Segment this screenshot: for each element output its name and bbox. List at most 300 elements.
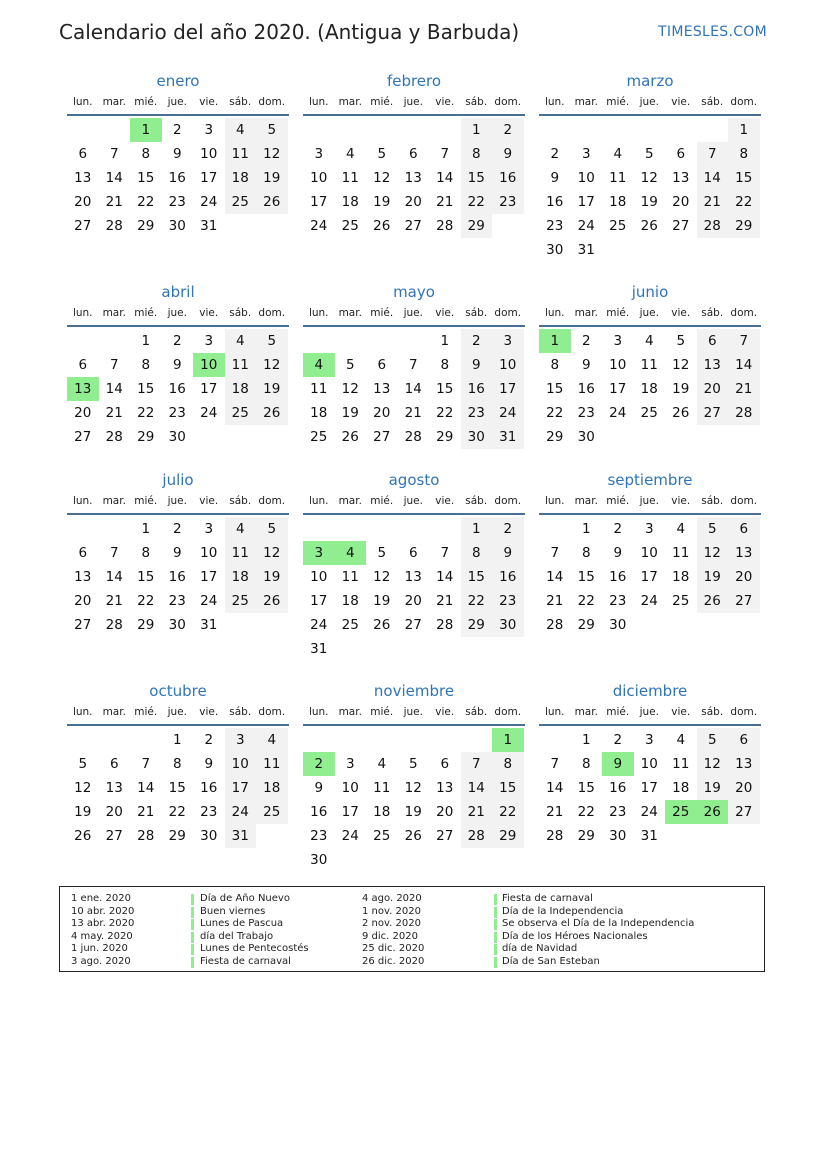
day-cell[interactable]: 11 bbox=[341, 170, 359, 186]
day-cell[interactable]: 7 bbox=[697, 142, 729, 166]
day-cell[interactable]: 2 bbox=[172, 333, 182, 349]
day-cell[interactable]: 15 bbox=[728, 166, 760, 190]
day-cell[interactable]: 14 bbox=[404, 381, 422, 397]
day-cell[interactable]: 6 bbox=[78, 357, 88, 373]
day-cell[interactable]: 3 bbox=[345, 756, 355, 772]
day-cell[interactable]: 11 bbox=[609, 170, 627, 186]
day-cell[interactable]: 3 bbox=[613, 333, 623, 349]
day-cell[interactable]: 27 bbox=[728, 589, 760, 613]
day-cell[interactable]: 20 bbox=[74, 593, 92, 609]
day-cell[interactable]: 14 bbox=[546, 780, 564, 796]
day-cell[interactable]: 6 bbox=[408, 545, 418, 561]
day-cell[interactable]: 17 bbox=[200, 381, 218, 397]
day-cell[interactable]: 15 bbox=[577, 780, 595, 796]
day-cell[interactable]: 11 bbox=[373, 780, 391, 796]
day-cell[interactable]: 10 bbox=[200, 146, 218, 162]
day-cell[interactable]: 5 bbox=[697, 517, 729, 541]
day-cell[interactable]: 13 bbox=[74, 569, 92, 585]
day-cell[interactable]: 16 bbox=[168, 381, 186, 397]
day-cell[interactable]: 10 bbox=[492, 353, 524, 377]
day-cell[interactable]: 2 bbox=[461, 329, 493, 353]
day-cell[interactable]: 26 bbox=[341, 429, 359, 445]
day-cell[interactable]: 5 bbox=[408, 756, 418, 772]
holiday-day-cell[interactable]: 26 bbox=[697, 800, 729, 824]
day-cell[interactable]: 8 bbox=[581, 545, 591, 561]
day-cell[interactable]: 5 bbox=[78, 756, 88, 772]
day-cell[interactable]: 21 bbox=[105, 593, 123, 609]
day-cell[interactable]: 20 bbox=[697, 377, 729, 401]
day-cell[interactable]: 21 bbox=[728, 377, 760, 401]
day-cell[interactable]: 21 bbox=[105, 405, 123, 421]
day-cell[interactable]: 1 bbox=[581, 521, 591, 537]
day-cell[interactable]: 11 bbox=[256, 752, 288, 776]
day-cell[interactable]: 26 bbox=[697, 589, 729, 613]
day-cell[interactable]: 16 bbox=[609, 569, 627, 585]
day-cell[interactable]: 12 bbox=[373, 170, 391, 186]
day-cell[interactable]: 30 bbox=[577, 429, 595, 445]
day-cell[interactable]: 31 bbox=[225, 824, 257, 848]
day-cell[interactable]: 15 bbox=[137, 381, 155, 397]
day-cell[interactable]: 1 bbox=[728, 118, 760, 142]
day-cell[interactable]: 10 bbox=[310, 569, 328, 585]
day-cell[interactable]: 11 bbox=[225, 142, 257, 166]
day-cell[interactable]: 7 bbox=[109, 545, 119, 561]
day-cell[interactable]: 12 bbox=[697, 541, 729, 565]
day-cell[interactable]: 15 bbox=[137, 569, 155, 585]
day-cell[interactable]: 12 bbox=[256, 541, 288, 565]
day-cell[interactable]: 20 bbox=[404, 194, 422, 210]
day-cell[interactable]: 8 bbox=[461, 541, 493, 565]
day-cell[interactable]: 24 bbox=[640, 804, 658, 820]
day-cell[interactable]: 20 bbox=[728, 776, 760, 800]
day-cell[interactable]: 19 bbox=[341, 405, 359, 421]
day-cell[interactable]: 9 bbox=[172, 357, 182, 373]
day-cell[interactable]: 8 bbox=[141, 146, 151, 162]
day-cell[interactable]: 3 bbox=[492, 329, 524, 353]
day-cell[interactable]: 30 bbox=[168, 218, 186, 234]
day-cell[interactable]: 16 bbox=[609, 780, 627, 796]
day-cell[interactable]: 24 bbox=[492, 401, 524, 425]
day-cell[interactable]: 16 bbox=[492, 565, 524, 589]
day-cell[interactable]: 23 bbox=[310, 828, 328, 844]
day-cell[interactable]: 2 bbox=[172, 521, 182, 537]
day-cell[interactable]: 29 bbox=[137, 218, 155, 234]
day-cell[interactable]: 22 bbox=[461, 190, 493, 214]
day-cell[interactable]: 6 bbox=[78, 146, 88, 162]
day-cell[interactable]: 16 bbox=[461, 377, 493, 401]
day-cell[interactable]: 3 bbox=[314, 146, 324, 162]
day-cell[interactable]: 9 bbox=[613, 545, 623, 561]
day-cell[interactable]: 23 bbox=[609, 804, 627, 820]
day-cell[interactable]: 1 bbox=[581, 732, 591, 748]
day-cell[interactable]: 9 bbox=[314, 780, 324, 796]
day-cell[interactable]: 7 bbox=[728, 329, 760, 353]
day-cell[interactable]: 19 bbox=[256, 166, 288, 190]
day-cell[interactable]: 12 bbox=[404, 780, 422, 796]
day-cell[interactable]: 13 bbox=[728, 541, 760, 565]
day-cell[interactable]: 1 bbox=[440, 333, 450, 349]
day-cell[interactable]: 16 bbox=[200, 780, 218, 796]
day-cell[interactable]: 12 bbox=[697, 752, 729, 776]
day-cell[interactable]: 24 bbox=[200, 405, 218, 421]
brand-logo-text[interactable]: TIMESLES.COM bbox=[658, 24, 767, 40]
day-cell[interactable]: 14 bbox=[436, 569, 454, 585]
day-cell[interactable]: 16 bbox=[168, 170, 186, 186]
day-cell[interactable]: 3 bbox=[644, 521, 654, 537]
day-cell[interactable]: 22 bbox=[577, 593, 595, 609]
day-cell[interactable]: 13 bbox=[105, 780, 123, 796]
day-cell[interactable]: 28 bbox=[105, 617, 123, 633]
day-cell[interactable]: 5 bbox=[345, 357, 355, 373]
day-cell[interactable]: 8 bbox=[141, 545, 151, 561]
day-cell[interactable]: 13 bbox=[74, 170, 92, 186]
day-cell[interactable]: 19 bbox=[697, 776, 729, 800]
day-cell[interactable]: 21 bbox=[461, 800, 493, 824]
day-cell[interactable]: 30 bbox=[461, 425, 493, 449]
day-cell[interactable]: 13 bbox=[672, 170, 690, 186]
day-cell[interactable]: 20 bbox=[436, 804, 454, 820]
day-cell[interactable]: 8 bbox=[172, 756, 182, 772]
day-cell[interactable]: 23 bbox=[546, 218, 564, 234]
day-cell[interactable]: 25 bbox=[609, 218, 627, 234]
day-cell[interactable]: 13 bbox=[404, 170, 422, 186]
day-cell[interactable]: 26 bbox=[373, 617, 391, 633]
day-cell[interactable]: 3 bbox=[225, 728, 257, 752]
day-cell[interactable]: 22 bbox=[168, 804, 186, 820]
day-cell[interactable]: 19 bbox=[74, 804, 92, 820]
day-cell[interactable]: 13 bbox=[436, 780, 454, 796]
day-cell[interactable]: 24 bbox=[200, 194, 218, 210]
day-cell[interactable]: 27 bbox=[404, 218, 422, 234]
day-cell[interactable]: 15 bbox=[168, 780, 186, 796]
day-cell[interactable]: 31 bbox=[492, 425, 524, 449]
day-cell[interactable]: 2 bbox=[613, 521, 623, 537]
day-cell[interactable]: 1 bbox=[141, 521, 151, 537]
day-cell[interactable]: 2 bbox=[581, 333, 591, 349]
day-cell[interactable]: 24 bbox=[310, 617, 328, 633]
day-cell[interactable]: 11 bbox=[672, 756, 690, 772]
day-cell[interactable]: 17 bbox=[310, 194, 328, 210]
day-cell[interactable]: 23 bbox=[168, 405, 186, 421]
day-cell[interactable]: 29 bbox=[492, 824, 524, 848]
holiday-day-cell[interactable]: 25 bbox=[665, 800, 697, 824]
day-cell[interactable]: 13 bbox=[728, 752, 760, 776]
day-cell[interactable]: 2 bbox=[204, 732, 214, 748]
day-cell[interactable]: 5 bbox=[256, 118, 288, 142]
day-cell[interactable]: 11 bbox=[225, 541, 257, 565]
day-cell[interactable]: 14 bbox=[105, 381, 123, 397]
day-cell[interactable]: 17 bbox=[609, 381, 627, 397]
day-cell[interactable]: 7 bbox=[408, 357, 418, 373]
day-cell[interactable]: 12 bbox=[672, 357, 690, 373]
day-cell[interactable]: 18 bbox=[256, 776, 288, 800]
day-cell[interactable]: 23 bbox=[168, 593, 186, 609]
day-cell[interactable]: 22 bbox=[577, 804, 595, 820]
day-cell[interactable]: 16 bbox=[546, 194, 564, 210]
day-cell[interactable]: 9 bbox=[461, 353, 493, 377]
day-cell[interactable]: 27 bbox=[404, 617, 422, 633]
day-cell[interactable]: 20 bbox=[404, 593, 422, 609]
holiday-day-cell[interactable]: 9 bbox=[602, 752, 634, 776]
day-cell[interactable]: 6 bbox=[78, 545, 88, 561]
day-cell[interactable]: 4 bbox=[613, 146, 623, 162]
day-cell[interactable]: 26 bbox=[256, 190, 288, 214]
day-cell[interactable]: 5 bbox=[676, 333, 686, 349]
day-cell[interactable]: 27 bbox=[105, 828, 123, 844]
day-cell[interactable]: 18 bbox=[341, 593, 359, 609]
day-cell[interactable]: 10 bbox=[341, 780, 359, 796]
day-cell[interactable]: 8 bbox=[550, 357, 560, 373]
day-cell[interactable]: 18 bbox=[609, 194, 627, 210]
day-cell[interactable]: 11 bbox=[640, 357, 658, 373]
day-cell[interactable]: 16 bbox=[577, 381, 595, 397]
day-cell[interactable]: 2 bbox=[492, 517, 524, 541]
day-cell[interactable]: 21 bbox=[404, 405, 422, 421]
day-cell[interactable]: 16 bbox=[492, 166, 524, 190]
holiday-day-cell[interactable]: 3 bbox=[303, 541, 335, 565]
day-cell[interactable]: 28 bbox=[697, 214, 729, 238]
day-cell[interactable]: 15 bbox=[461, 565, 493, 589]
day-cell[interactable]: 2 bbox=[492, 118, 524, 142]
day-cell[interactable]: 14 bbox=[697, 166, 729, 190]
day-cell[interactable]: 21 bbox=[436, 593, 454, 609]
holiday-day-cell[interactable]: 2 bbox=[303, 752, 335, 776]
day-cell[interactable]: 8 bbox=[728, 142, 760, 166]
day-cell[interactable]: 15 bbox=[577, 569, 595, 585]
day-cell[interactable]: 4 bbox=[377, 756, 387, 772]
day-cell[interactable]: 24 bbox=[341, 828, 359, 844]
day-cell[interactable]: 12 bbox=[341, 381, 359, 397]
day-cell[interactable]: 28 bbox=[461, 824, 493, 848]
day-cell[interactable]: 30 bbox=[310, 852, 328, 868]
day-cell[interactable]: 6 bbox=[697, 329, 729, 353]
day-cell[interactable]: 31 bbox=[310, 641, 328, 657]
day-cell[interactable]: 25 bbox=[225, 589, 257, 613]
day-cell[interactable]: 17 bbox=[200, 170, 218, 186]
day-cell[interactable]: 29 bbox=[546, 429, 564, 445]
day-cell[interactable]: 21 bbox=[436, 194, 454, 210]
day-cell[interactable]: 19 bbox=[697, 565, 729, 589]
holiday-day-cell[interactable]: 1 bbox=[492, 728, 524, 752]
day-cell[interactable]: 18 bbox=[225, 565, 257, 589]
holiday-day-cell[interactable]: 4 bbox=[303, 353, 335, 377]
day-cell[interactable]: 24 bbox=[225, 800, 257, 824]
day-cell[interactable]: 11 bbox=[310, 381, 328, 397]
day-cell[interactable]: 26 bbox=[74, 828, 92, 844]
day-cell[interactable]: 31 bbox=[577, 242, 595, 258]
day-cell[interactable]: 29 bbox=[577, 828, 595, 844]
day-cell[interactable]: 25 bbox=[341, 617, 359, 633]
day-cell[interactable]: 26 bbox=[256, 589, 288, 613]
day-cell[interactable]: 27 bbox=[436, 828, 454, 844]
day-cell[interactable]: 24 bbox=[577, 218, 595, 234]
day-cell[interactable]: 21 bbox=[546, 593, 564, 609]
day-cell[interactable]: 27 bbox=[74, 218, 92, 234]
day-cell[interactable]: 14 bbox=[436, 170, 454, 186]
day-cell[interactable]: 10 bbox=[640, 756, 658, 772]
day-cell[interactable]: 18 bbox=[640, 381, 658, 397]
day-cell[interactable]: 14 bbox=[461, 776, 493, 800]
day-cell[interactable]: 4 bbox=[225, 118, 257, 142]
day-cell[interactable]: 23 bbox=[609, 593, 627, 609]
day-cell[interactable]: 3 bbox=[644, 732, 654, 748]
day-cell[interactable]: 4 bbox=[256, 728, 288, 752]
day-cell[interactable]: 9 bbox=[492, 142, 524, 166]
day-cell[interactable]: 22 bbox=[436, 405, 454, 421]
day-cell[interactable]: 30 bbox=[168, 617, 186, 633]
day-cell[interactable]: 26 bbox=[672, 405, 690, 421]
day-cell[interactable]: 29 bbox=[461, 214, 493, 238]
day-cell[interactable]: 12 bbox=[640, 170, 658, 186]
day-cell[interactable]: 22 bbox=[461, 589, 493, 613]
day-cell[interactable]: 1 bbox=[461, 118, 493, 142]
day-cell[interactable]: 14 bbox=[105, 569, 123, 585]
day-cell[interactable]: 18 bbox=[225, 166, 257, 190]
day-cell[interactable]: 13 bbox=[404, 569, 422, 585]
day-cell[interactable]: 13 bbox=[373, 381, 391, 397]
day-cell[interactable]: 31 bbox=[640, 828, 658, 844]
day-cell[interactable]: 2 bbox=[172, 122, 182, 138]
day-cell[interactable]: 6 bbox=[676, 146, 686, 162]
day-cell[interactable]: 19 bbox=[256, 565, 288, 589]
day-cell[interactable]: 10 bbox=[310, 170, 328, 186]
day-cell[interactable]: 3 bbox=[204, 122, 214, 138]
day-cell[interactable]: 9 bbox=[492, 541, 524, 565]
day-cell[interactable]: 20 bbox=[74, 194, 92, 210]
day-cell[interactable]: 7 bbox=[550, 545, 560, 561]
day-cell[interactable]: 28 bbox=[105, 218, 123, 234]
day-cell[interactable]: 6 bbox=[109, 756, 119, 772]
day-cell[interactable]: 3 bbox=[204, 333, 214, 349]
day-cell[interactable]: 9 bbox=[204, 756, 214, 772]
day-cell[interactable]: 18 bbox=[672, 569, 690, 585]
day-cell[interactable]: 17 bbox=[200, 569, 218, 585]
day-cell[interactable]: 27 bbox=[74, 617, 92, 633]
day-cell[interactable]: 5 bbox=[256, 517, 288, 541]
day-cell[interactable]: 31 bbox=[200, 617, 218, 633]
day-cell[interactable]: 7 bbox=[109, 146, 119, 162]
day-cell[interactable]: 22 bbox=[546, 405, 564, 421]
day-cell[interactable]: 6 bbox=[440, 756, 450, 772]
day-cell[interactable]: 6 bbox=[728, 728, 760, 752]
day-cell[interactable]: 25 bbox=[225, 190, 257, 214]
day-cell[interactable]: 1 bbox=[141, 333, 151, 349]
day-cell[interactable]: 8 bbox=[492, 752, 524, 776]
day-cell[interactable]: 5 bbox=[377, 146, 387, 162]
day-cell[interactable]: 7 bbox=[440, 146, 450, 162]
day-cell[interactable]: 11 bbox=[341, 569, 359, 585]
day-cell[interactable]: 25 bbox=[640, 405, 658, 421]
day-cell[interactable]: 26 bbox=[640, 218, 658, 234]
day-cell[interactable]: 21 bbox=[137, 804, 155, 820]
day-cell[interactable]: 15 bbox=[461, 166, 493, 190]
day-cell[interactable]: 23 bbox=[577, 405, 595, 421]
day-cell[interactable]: 30 bbox=[168, 429, 186, 445]
day-cell[interactable]: 25 bbox=[310, 429, 328, 445]
day-cell[interactable]: 6 bbox=[728, 517, 760, 541]
day-cell[interactable]: 26 bbox=[373, 218, 391, 234]
day-cell[interactable]: 28 bbox=[404, 429, 422, 445]
day-cell[interactable]: 20 bbox=[728, 565, 760, 589]
day-cell[interactable]: 12 bbox=[256, 142, 288, 166]
day-cell[interactable]: 25 bbox=[341, 218, 359, 234]
day-cell[interactable]: 28 bbox=[436, 617, 454, 633]
day-cell[interactable]: 29 bbox=[137, 617, 155, 633]
day-cell[interactable]: 24 bbox=[640, 593, 658, 609]
day-cell[interactable]: 10 bbox=[200, 545, 218, 561]
day-cell[interactable]: 7 bbox=[550, 756, 560, 772]
day-cell[interactable]: 18 bbox=[310, 405, 328, 421]
day-cell[interactable]: 28 bbox=[546, 617, 564, 633]
day-cell[interactable]: 8 bbox=[461, 142, 493, 166]
day-cell[interactable]: 29 bbox=[436, 429, 454, 445]
day-cell[interactable]: 21 bbox=[697, 190, 729, 214]
day-cell[interactable]: 4 bbox=[345, 146, 355, 162]
day-cell[interactable]: 27 bbox=[373, 429, 391, 445]
day-cell[interactable]: 4 bbox=[225, 329, 257, 353]
day-cell[interactable]: 15 bbox=[492, 776, 524, 800]
day-cell[interactable]: 11 bbox=[672, 545, 690, 561]
day-cell[interactable]: 13 bbox=[697, 353, 729, 377]
day-cell[interactable]: 19 bbox=[404, 804, 422, 820]
day-cell[interactable]: 19 bbox=[640, 194, 658, 210]
day-cell[interactable]: 27 bbox=[697, 401, 729, 425]
day-cell[interactable]: 4 bbox=[676, 732, 686, 748]
day-cell[interactable]: 28 bbox=[546, 828, 564, 844]
day-cell[interactable]: 3 bbox=[204, 521, 214, 537]
day-cell[interactable]: 6 bbox=[408, 146, 418, 162]
day-cell[interactable]: 28 bbox=[105, 429, 123, 445]
day-cell[interactable]: 4 bbox=[676, 521, 686, 537]
day-cell[interactable]: 23 bbox=[168, 194, 186, 210]
day-cell[interactable]: 12 bbox=[256, 353, 288, 377]
day-cell[interactable]: 23 bbox=[461, 401, 493, 425]
day-cell[interactable]: 2 bbox=[550, 146, 560, 162]
day-cell[interactable]: 5 bbox=[644, 146, 654, 162]
day-cell[interactable]: 7 bbox=[109, 357, 119, 373]
day-cell[interactable]: 23 bbox=[492, 589, 524, 613]
holiday-day-cell[interactable]: 10 bbox=[193, 353, 225, 377]
day-cell[interactable]: 17 bbox=[225, 776, 257, 800]
day-cell[interactable]: 24 bbox=[609, 405, 627, 421]
day-cell[interactable]: 26 bbox=[404, 828, 422, 844]
day-cell[interactable]: 23 bbox=[200, 804, 218, 820]
day-cell[interactable]: 5 bbox=[697, 728, 729, 752]
day-cell[interactable]: 23 bbox=[492, 190, 524, 214]
day-cell[interactable]: 14 bbox=[137, 780, 155, 796]
day-cell[interactable]: 30 bbox=[609, 828, 627, 844]
day-cell[interactable]: 31 bbox=[200, 218, 218, 234]
day-cell[interactable]: 25 bbox=[256, 800, 288, 824]
day-cell[interactable]: 30 bbox=[200, 828, 218, 844]
day-cell[interactable]: 25 bbox=[225, 401, 257, 425]
day-cell[interactable]: 10 bbox=[640, 545, 658, 561]
day-cell[interactable]: 10 bbox=[609, 357, 627, 373]
day-cell[interactable]: 8 bbox=[581, 756, 591, 772]
day-cell[interactable]: 24 bbox=[310, 218, 328, 234]
day-cell[interactable]: 27 bbox=[672, 218, 690, 234]
day-cell[interactable]: 19 bbox=[672, 381, 690, 397]
day-cell[interactable]: 14 bbox=[728, 353, 760, 377]
day-cell[interactable]: 29 bbox=[728, 214, 760, 238]
day-cell[interactable]: 15 bbox=[137, 170, 155, 186]
day-cell[interactable]: 21 bbox=[105, 194, 123, 210]
day-cell[interactable]: 5 bbox=[377, 545, 387, 561]
day-cell[interactable]: 16 bbox=[168, 569, 186, 585]
day-cell[interactable]: 11 bbox=[225, 353, 257, 377]
day-cell[interactable]: 30 bbox=[546, 242, 564, 258]
day-cell[interactable]: 14 bbox=[546, 569, 564, 585]
